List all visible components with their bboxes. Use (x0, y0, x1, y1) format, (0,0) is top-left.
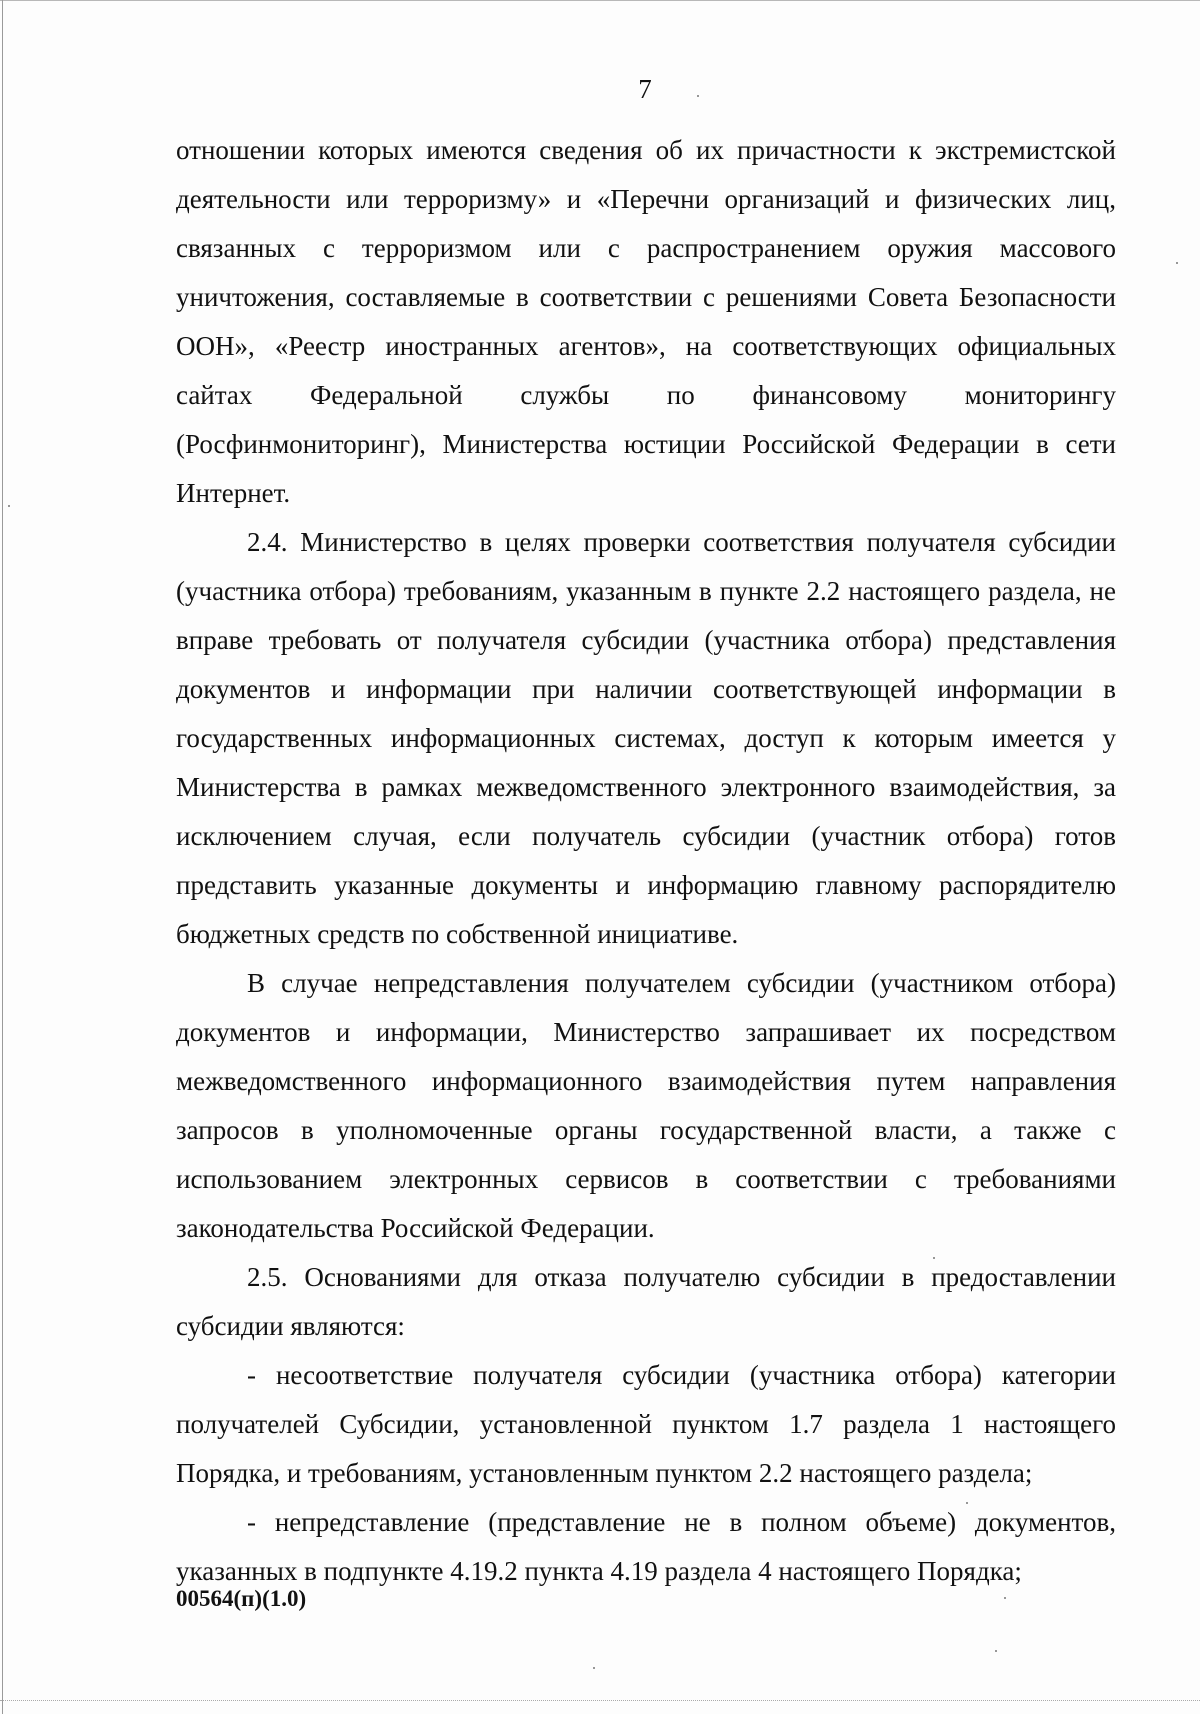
scan-left-edge (2, 0, 3, 1714)
paragraph-non-submission: В случае непредставления получателем субсидии (участником отбора) документов и информации, Министерство запрашивает их посредством межведомственного информационного взаимодействия путем направления запросов в уполномоченные органы государственной власти, а также с использованием электронных сервисов в соответствии с требованиями законодательства Российской Федерации. (176, 968, 1116, 1243)
scan-speck (1004, 1597, 1006, 1599)
page-number: 7 (638, 74, 652, 104)
scan-speck (8, 505, 10, 507)
document-code: 00564(п)(1.0) (176, 1586, 307, 1611)
paragraph-2-4: 2.4. Министерство в целях проверки соответствия получателя субсидии (участника отбора) требованиям, указанным в пункте 2.2 настоящего раздела, не вправе требовать от получателя субсидии (участника отбора) представления документов и информации при наличии соответствующей информации в государственных информационных системах, доступ к которым имеется у Министерства в рамках межведомственного электронного взаимодействия, за исключением случая, если получатель субсидии (участник отбора) готов представить указанные документы и информацию главному распорядителю бюджетных средств по собственной инициативе. (176, 527, 1116, 949)
list-item-nonconformity: - несоответствие получателя субсидии (участника отбора) категории получателей Субсидии, установленной пунктом 1.7 раздела 1 настоящего Порядка, и требованиям, установленным пунктом 2.2 настоящего раздела; (176, 1360, 1116, 1488)
scan-bottom-edge (0, 1700, 1200, 1702)
scan-speck (593, 1667, 595, 1669)
scan-speck (1176, 262, 1178, 264)
list-item-non-submission: - непредставление (представление не в полном объеме) документов, указанных в подпункте 4.19.2 пункта 4.19 раздела 4 настоящего Порядка; (176, 1507, 1116, 1586)
scan-speck (995, 1650, 997, 1652)
paragraph-continuation: отношении которых имеются сведения об их причастности к экстремистской деятельности или терроризму» и «Перечни организаций и физических лиц, связанных с терроризмом или с распространением оружия массового уничтожения, составляемые в соответствии с решениями Совета Безопасности ООН», «Реестр иностранных агентов», на соответствующих официальных сайтах Федеральной службы по финансовому мониторингу (Росфинмониторинг), Министерства юстиции Российской Федерации в сети Интернет. (176, 135, 1116, 508)
paragraph-2-5: 2.5. Основаниями для отказа получателю субсидии в предоставлении субсидии являются: (176, 1262, 1116, 1341)
document-body (176, 126, 1116, 1596)
scan-top-edge (0, 0, 1200, 1)
